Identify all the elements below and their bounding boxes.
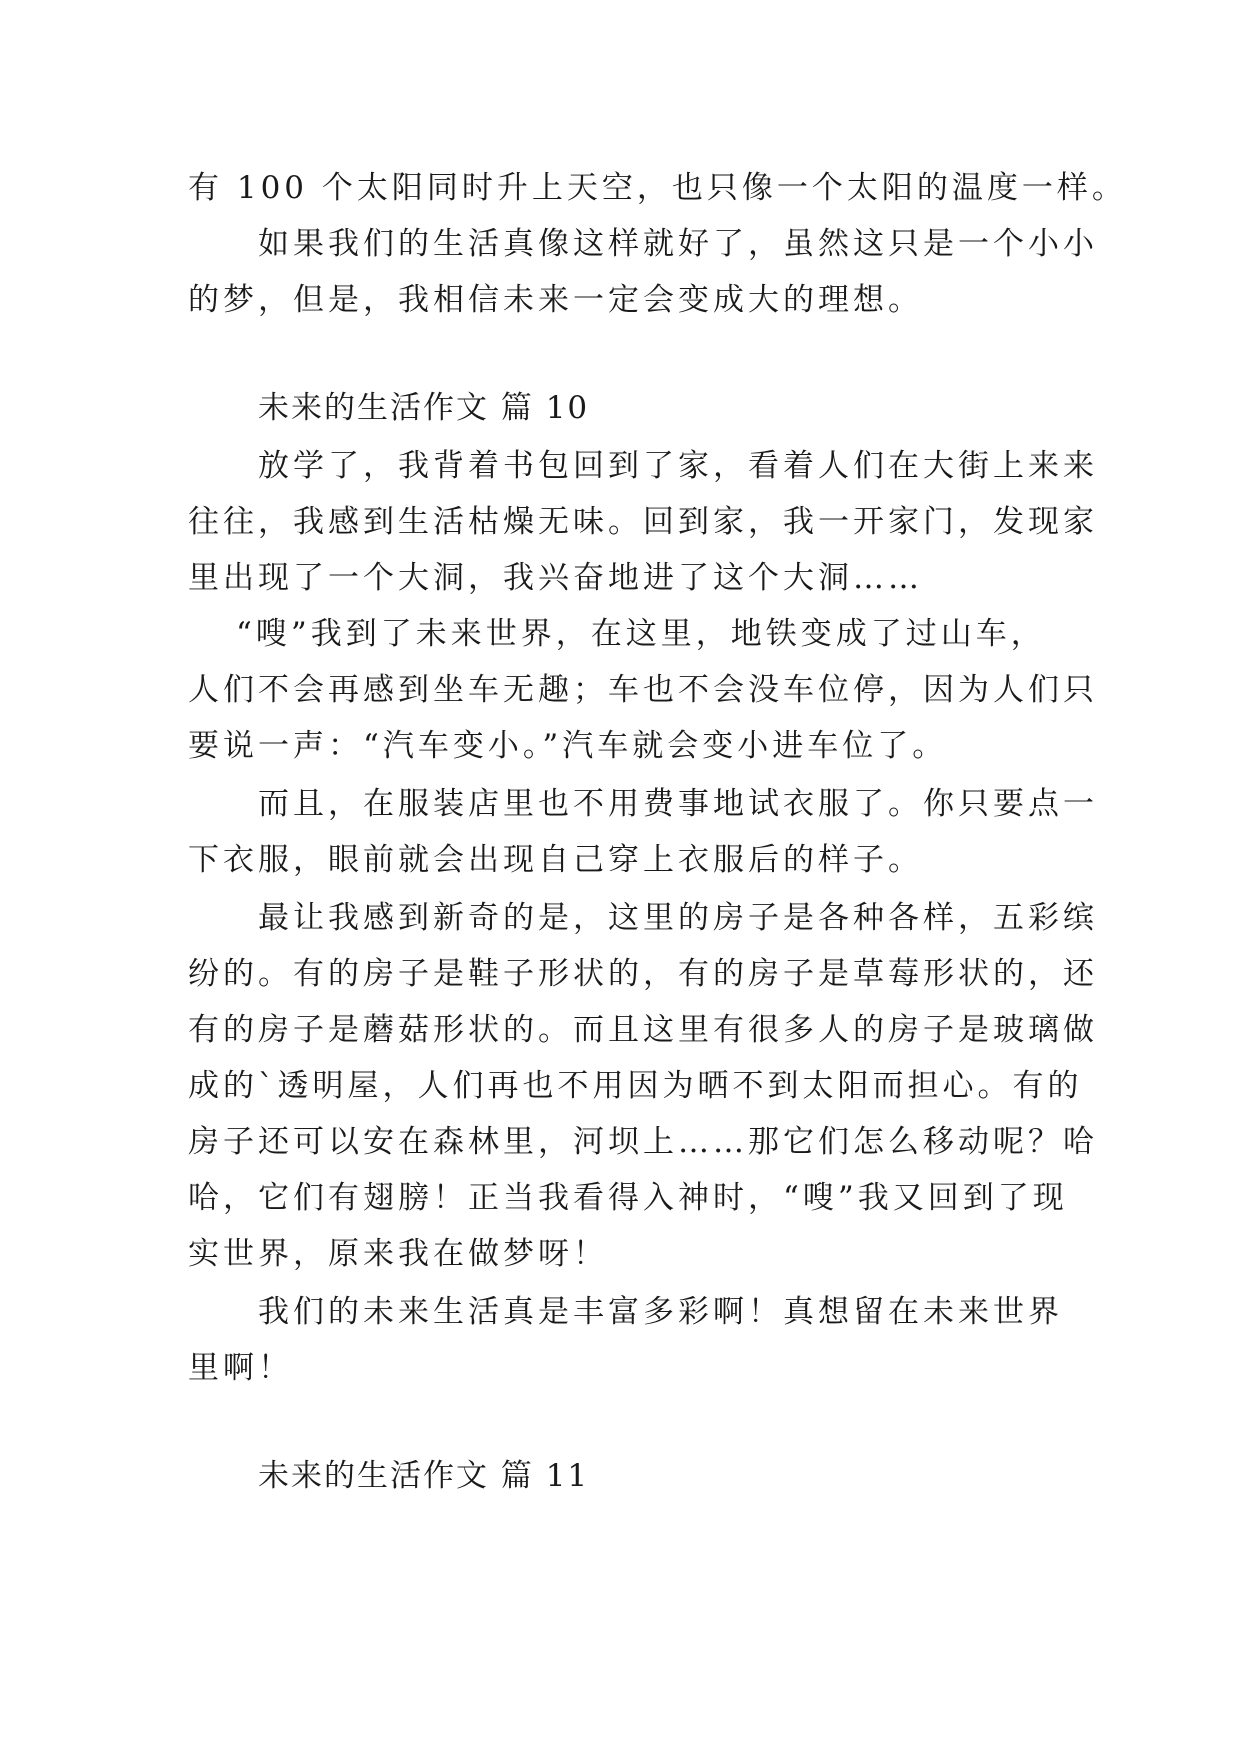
paragraph-line: 人们不会再感到坐车无趣；车也不会没车位停，因为人们只 <box>188 672 1098 708</box>
paragraph-line: 有 100 个太阳同时升上天空，也只像一个太阳的温度一样。 <box>188 170 1127 206</box>
paragraph-line: 实世界，原来我在做梦呀！ <box>188 1236 608 1272</box>
paragraph-line: 哈，它们有翅膀！正当我看得入神时，“嗖”我又回到了现 <box>188 1180 1068 1216</box>
paragraph-line: 房子还可以安在森林里，河坝上……那它们怎么移动呢？哈 <box>188 1124 1098 1160</box>
paragraph-line: 我们的未来生活真是丰富多彩啊！真想留在未来世界 <box>258 1294 1063 1330</box>
paragraph-line: 如果我们的生活真像这样就好了，虽然这只是一个小小 <box>258 226 1098 262</box>
paragraph-line: 而且，在服装店里也不用费事地试衣服了。你只要点一 <box>258 786 1098 822</box>
paragraph-line: 里出现了一个大洞，我兴奋地进了这个大洞…… <box>188 560 923 596</box>
paragraph-line: 有的房子是蘑菇形状的。而且这里有很多人的房子是玻璃做 <box>188 1012 1098 1048</box>
paragraph-line: 的梦，但是，我相信未来一定会变成大的理想。 <box>188 282 923 318</box>
paragraph-line: 要说一声：“汽车变小。”汽车就会变小进车位了。 <box>188 728 948 764</box>
paragraph-line: 最让我感到新奇的是，这里的房子是各种各样，五彩缤 <box>258 900 1098 936</box>
section-heading: 未来的生活作文 篇 10 <box>258 390 590 426</box>
paragraph-line: 下衣服，眼前就会出现自己穿上衣服后的样子。 <box>188 842 923 878</box>
paragraph-line: 往往，我感到生活枯燥无味。回到家，我一开家门，发现家 <box>188 504 1098 540</box>
paragraph-line: 纷的。有的房子是鞋子形状的，有的房子是草莓形状的，还 <box>188 956 1098 992</box>
paragraph-line: 放学了，我背着书包回到了家，看着人们在大街上来来 <box>258 448 1098 484</box>
paragraph-line: 里啊！ <box>188 1350 293 1386</box>
paragraph-line: “嗖”我到了未来世界，在这里，地铁变成了过山车， <box>236 616 1046 652</box>
paragraph-line: 成的`透明屋，人们再也不用因为晒不到太阳而担心。有的 <box>188 1068 1083 1104</box>
section-heading: 未来的生活作文 篇 11 <box>258 1458 590 1494</box>
